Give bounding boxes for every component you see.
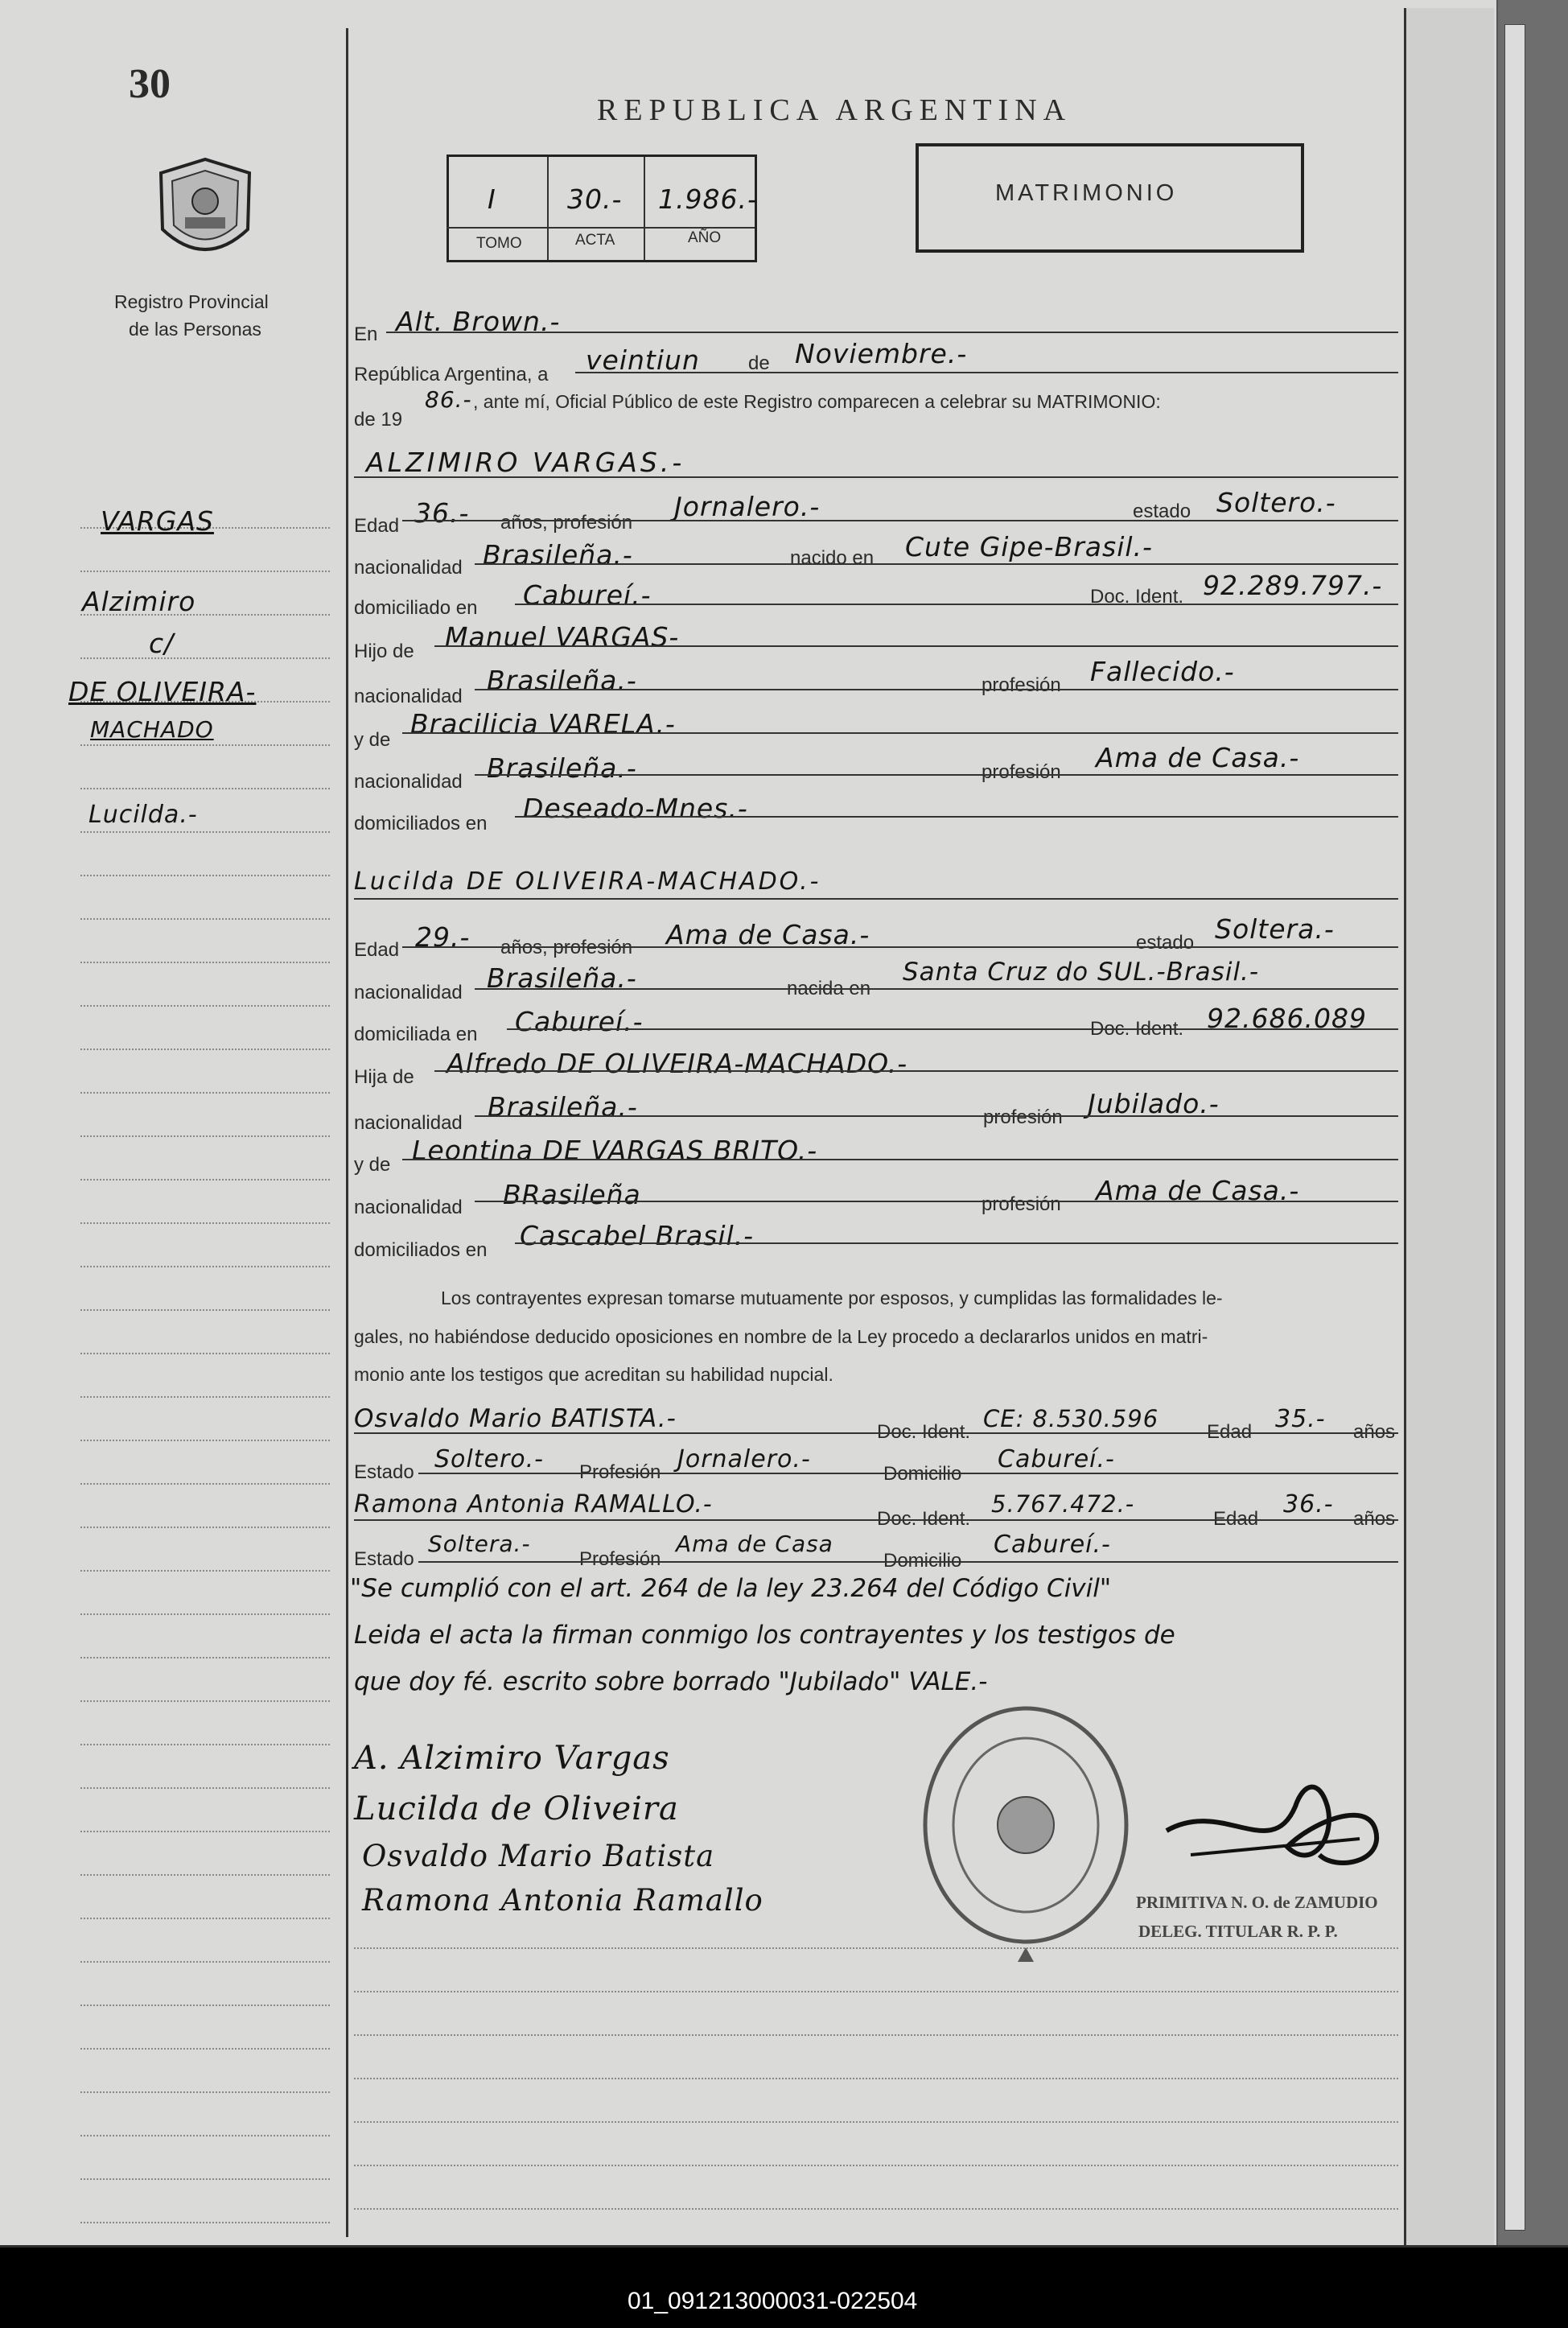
country-title: REPUBLICA ARGENTINA bbox=[597, 93, 1072, 127]
margin-ruled-line bbox=[80, 1874, 330, 1876]
acta-label: ACTA bbox=[575, 232, 615, 249]
label-year: de 19 bbox=[354, 409, 403, 431]
bride-dom-label: domiciliada en bbox=[354, 1024, 478, 1045]
declaration-line1: Los contrayentes expresan tomarse mutuamente por esposos, y cumplidas las formalidades le- bbox=[441, 1288, 1223, 1308]
intro-month: Noviembre.- bbox=[795, 338, 968, 369]
margin-ruled-line bbox=[80, 1135, 330, 1137]
margin-ruled-line bbox=[80, 2135, 330, 2136]
margin-ruled-line bbox=[80, 875, 330, 876]
main-ruled-line bbox=[354, 2078, 1398, 2079]
witness2-estado-label: Estado bbox=[354, 1548, 414, 1570]
bride-mother: Leontina DE VARGAS BRITO.- bbox=[412, 1135, 818, 1166]
bride-mother-nac: BRasileña bbox=[503, 1179, 641, 1210]
label-de: de bbox=[748, 352, 770, 374]
bride-edad: 29.- bbox=[415, 921, 471, 953]
groom-nacido-label: nacido en bbox=[790, 547, 875, 569]
margin-ruled-line bbox=[80, 1483, 330, 1485]
main-ruled-line bbox=[354, 1991, 1398, 1992]
margin-ruled-line bbox=[80, 1657, 330, 1658]
label-intro-rest: , ante mí, Oficial Público de este Registro comparecen a celebrar su MATRIMONIO: bbox=[473, 391, 1161, 412]
witness2-prof-label: Profesión bbox=[579, 1548, 661, 1570]
margin-ruled-line bbox=[80, 1918, 330, 1919]
bride-parents-dom-label: domiciliados en bbox=[354, 1239, 488, 1261]
acta-value: 30.- bbox=[567, 183, 623, 215]
witness1-domicilio: Cabureí.- bbox=[998, 1445, 1115, 1473]
groom-father: Manuel VARGAS- bbox=[445, 621, 680, 653]
footer-filename: 01_091213000031-022504 bbox=[628, 2288, 918, 2314]
witness2-domicilio: Cabureí.- bbox=[994, 1531, 1111, 1559]
note-line3: que doy fé. escrito sobre borrado "Jubilado" VALE.- bbox=[354, 1667, 988, 1696]
bride-nacida: Santa Cruz do SUL.-Brasil.- bbox=[903, 958, 1260, 987]
margin-ruled-line bbox=[80, 1570, 330, 1572]
signature-witness1: Osvaldo Mario Batista bbox=[362, 1839, 715, 1873]
witness2-dom-label: Domicilio bbox=[883, 1550, 962, 1572]
intro-year: 86.- bbox=[425, 386, 472, 413]
witness2-anos-label: años bbox=[1353, 1508, 1396, 1530]
book-edge bbox=[1498, 0, 1568, 2245]
margin-ruled-line bbox=[80, 2178, 330, 2180]
bride-hija-label: Hija de bbox=[354, 1066, 414, 1088]
groom-doc: 92.289.797.- bbox=[1203, 570, 1383, 601]
witness1-edad: 35.- bbox=[1275, 1405, 1326, 1433]
bride-parents-dom: Cascabel Brasil.- bbox=[520, 1220, 755, 1251]
margin-spouse-surname1: DE OLIVEIRA- bbox=[68, 676, 257, 707]
bride-doc-label: Doc. Ident. bbox=[1090, 1018, 1184, 1040]
ano-label: AÑO bbox=[688, 229, 722, 246]
witness2-profesion: Ama de Casa bbox=[676, 1531, 833, 1557]
bride-anos-prof-label: años, profesión bbox=[500, 937, 633, 958]
tomo-value: I bbox=[488, 183, 496, 215]
margin-surname: VARGAS bbox=[101, 505, 214, 537]
witness1-doc-label: Doc. Ident. bbox=[877, 1421, 971, 1443]
groom-mother-prof: Ama de Casa.- bbox=[1096, 742, 1300, 773]
groom-edad: 36.- bbox=[414, 497, 470, 529]
bride-father-nac-label: nacionalidad bbox=[354, 1112, 463, 1134]
groom-nacido: Cute Gipe-Brasil.- bbox=[905, 531, 1153, 562]
witness2-edad: 36.- bbox=[1283, 1490, 1334, 1518]
groom-yde-label: y de bbox=[354, 729, 391, 751]
bride-profesion: Ama de Casa.- bbox=[666, 919, 870, 950]
witness1-prof-label: Profesión bbox=[579, 1461, 661, 1483]
bride-mother-prof: Ama de Casa.- bbox=[1096, 1175, 1300, 1206]
intro-day: veintiun bbox=[586, 344, 700, 376]
witness2-estado: Soltera.- bbox=[428, 1531, 531, 1557]
signature-bride: Lucilda de Oliveira bbox=[354, 1790, 679, 1827]
margin-ruled-line bbox=[80, 1179, 330, 1180]
margin-ruled-line bbox=[80, 1831, 330, 1832]
margin-ruled-line bbox=[80, 744, 330, 746]
margin-ruled-line bbox=[80, 1309, 330, 1311]
margin-ruled-line bbox=[80, 2222, 330, 2223]
margin-ruled-line bbox=[80, 1092, 330, 1094]
margin-ruled-line bbox=[80, 571, 330, 572]
groom-nac-label: nacionalidad bbox=[354, 557, 463, 579]
margin-ruled-line bbox=[80, 2091, 330, 2093]
margin-ruled-line bbox=[80, 2005, 330, 2006]
margin-ruled-line bbox=[80, 2048, 330, 2050]
groom-father-prof-label: profesión bbox=[982, 674, 1061, 696]
groom-estado-label: estado bbox=[1133, 501, 1191, 522]
main-ruled-line bbox=[354, 2034, 1398, 2036]
bride-yde-label: y de bbox=[354, 1154, 391, 1176]
groom-mother-nac-label: nacionalidad bbox=[354, 771, 463, 793]
bride-mother-nac-label: nacionalidad bbox=[354, 1197, 463, 1218]
groom-domicilio: Cabureí.- bbox=[523, 579, 652, 611]
margin-ruled-line bbox=[80, 657, 330, 659]
signature-groom: A. Alzimiro Vargas bbox=[354, 1740, 670, 1777]
witness1-doc: CE: 8.530.596 bbox=[983, 1405, 1159, 1432]
provincial-seal-icon bbox=[153, 153, 257, 274]
groom-profesion: Jornalero.- bbox=[674, 491, 821, 522]
groom-nacionalidad: Brasileña.- bbox=[483, 539, 633, 571]
bride-nacionalidad: Brasileña.- bbox=[487, 962, 637, 994]
bride-domicilio: Cabureí.- bbox=[515, 1006, 644, 1037]
note-line1: "Se cumplió con el art. 264 de la ley 23.264 del Código Civil" bbox=[350, 1574, 1112, 1603]
bride-doc: 92.686.089 bbox=[1207, 1003, 1367, 1034]
page-number: 30 bbox=[129, 61, 171, 107]
image-footer bbox=[0, 2248, 1568, 2328]
margin-first-name: Alzimiro bbox=[82, 586, 196, 617]
margin-ruled-line bbox=[80, 962, 330, 963]
registry-line2: de las Personas bbox=[129, 319, 261, 340]
groom-edad-label: Edad bbox=[354, 515, 400, 537]
bride-estado: Soltera.- bbox=[1215, 913, 1335, 945]
groom-doc-label: Doc. Ident. bbox=[1090, 586, 1184, 608]
bride-estado-label: estado bbox=[1136, 932, 1195, 954]
margin-rule bbox=[346, 28, 348, 2237]
intro-place: Alt. Brown.- bbox=[396, 306, 561, 337]
margin-ruled-line bbox=[80, 918, 330, 920]
registry-line1: Registro Provincial bbox=[114, 291, 269, 312]
witness2-doc-label: Doc. Ident. bbox=[877, 1508, 971, 1530]
groom-name: ALZIMIRO VARGAS.- bbox=[366, 447, 685, 478]
groom-parents-dom: Deseado-Mnes.- bbox=[523, 793, 748, 824]
margin-ruled-line bbox=[80, 1005, 330, 1007]
signature-witness2: Ramona Antonia Ramallo bbox=[362, 1883, 763, 1918]
declaration-line2: gales, no habiéndose deducido oposiciones en nombre de la Ley procedo a declararlos unidos en matri- bbox=[354, 1326, 1208, 1347]
groom-dom-label: domiciliado en bbox=[354, 597, 478, 619]
groom-estado: Soltero.- bbox=[1216, 487, 1336, 518]
margin-ruled-line bbox=[80, 1961, 330, 1963]
margin-ruled-line bbox=[80, 831, 330, 833]
margin-ruled-line bbox=[80, 1700, 330, 1702]
bride-father-prof-label: profesión bbox=[983, 1106, 1063, 1128]
margin-ruled-line bbox=[80, 1744, 330, 1745]
margin-ruled-line bbox=[80, 1353, 330, 1354]
main-ruled-line bbox=[354, 1947, 1398, 1949]
groom-mother-nac: Brasileña.- bbox=[487, 752, 637, 784]
margin-with: c/ bbox=[149, 628, 175, 659]
official-stamp-icon bbox=[917, 1704, 1134, 1994]
main-ruled-line bbox=[354, 2208, 1398, 2210]
bride-edad-label: Edad bbox=[354, 939, 400, 961]
witness1-dom-label: Domicilio bbox=[883, 1463, 962, 1485]
groom-mother-prof-label: profesión bbox=[982, 761, 1061, 783]
groom-parents-dom-label: domiciliados en bbox=[354, 813, 488, 834]
label-republica: República Argentina, a bbox=[354, 364, 549, 385]
bride-mother-prof-label: profesión bbox=[982, 1193, 1061, 1215]
margin-spouse-first: Lucilda.- bbox=[88, 801, 198, 829]
page-fold bbox=[1404, 8, 1494, 2245]
margin-ruled-line bbox=[80, 1049, 330, 1050]
groom-hijo-label: Hijo de bbox=[354, 641, 414, 662]
main-ruled-line bbox=[354, 2165, 1398, 2166]
officer-name: PRIMITIVA N. O. de ZAMUDIO bbox=[1136, 1893, 1378, 1912]
witness1-profesion: Jornalero.- bbox=[677, 1445, 811, 1473]
margin-ruled-line bbox=[80, 1222, 330, 1224]
witness1-edad-label: Edad bbox=[1207, 1421, 1253, 1443]
margin-ruled-line bbox=[80, 788, 330, 789]
margin-ruled-line bbox=[80, 1440, 330, 1441]
margin-ruled-line bbox=[80, 1787, 330, 1789]
witness1-estado: Soltero.- bbox=[434, 1445, 545, 1473]
witness1-name: Osvaldo Mario BATISTA.- bbox=[354, 1404, 677, 1433]
bride-father-prof: Jubilado.- bbox=[1088, 1088, 1220, 1119]
witness2-doc: 5.767.472.- bbox=[991, 1490, 1135, 1518]
bride-nac-label: nacionalidad bbox=[354, 982, 463, 1003]
declaration-line3: monio ante los testigos que acreditan su habilidad nupcial. bbox=[354, 1364, 833, 1385]
margin-ruled-line bbox=[80, 1266, 330, 1267]
groom-anos-prof-label: años, profesión bbox=[500, 512, 633, 534]
witness2-edad-label: Edad bbox=[1213, 1508, 1259, 1530]
groom-mother: Bracilicia VARELA.- bbox=[410, 708, 676, 740]
margin-ruled-line bbox=[80, 1613, 330, 1615]
label-en: En bbox=[354, 323, 378, 345]
margin-ruled-line bbox=[80, 1527, 330, 1528]
bride-name: Lucilda DE OLIVEIRA-MACHADO.- bbox=[354, 867, 821, 896]
margin-spouse-surname2: MACHADO bbox=[90, 716, 214, 743]
main-ruled-line bbox=[354, 2121, 1398, 2123]
margin-ruled-line bbox=[80, 1396, 330, 1398]
witness1-estado-label: Estado bbox=[354, 1461, 414, 1483]
officer-title: DELEG. TITULAR R. P. P. bbox=[1138, 1922, 1338, 1941]
bride-father-nac: Brasileña.- bbox=[488, 1091, 638, 1123]
groom-father-prof: Fallecido.- bbox=[1090, 656, 1235, 687]
witness1-anos-label: años bbox=[1353, 1421, 1396, 1443]
right-rule bbox=[1404, 8, 1406, 2245]
note-line2: Leida el acta la firman conmigo los contrayentes y los testigos de bbox=[354, 1621, 1175, 1650]
tomo-label: TOMO bbox=[476, 235, 522, 252]
groom-father-nac: Brasileña.- bbox=[487, 665, 637, 696]
act-type: MATRIMONIO bbox=[995, 180, 1178, 206]
officer-signature-icon bbox=[1159, 1774, 1392, 1887]
witness2-name: Ramona Antonia RAMALLO.- bbox=[354, 1490, 713, 1518]
bride-nacida-label: nacida en bbox=[787, 978, 871, 999]
bride-father: Alfredo DE OLIVEIRA-MACHADO.- bbox=[447, 1048, 908, 1079]
ano-value: 1.986.- bbox=[658, 183, 758, 215]
groom-father-nac-label: nacionalidad bbox=[354, 686, 463, 707]
